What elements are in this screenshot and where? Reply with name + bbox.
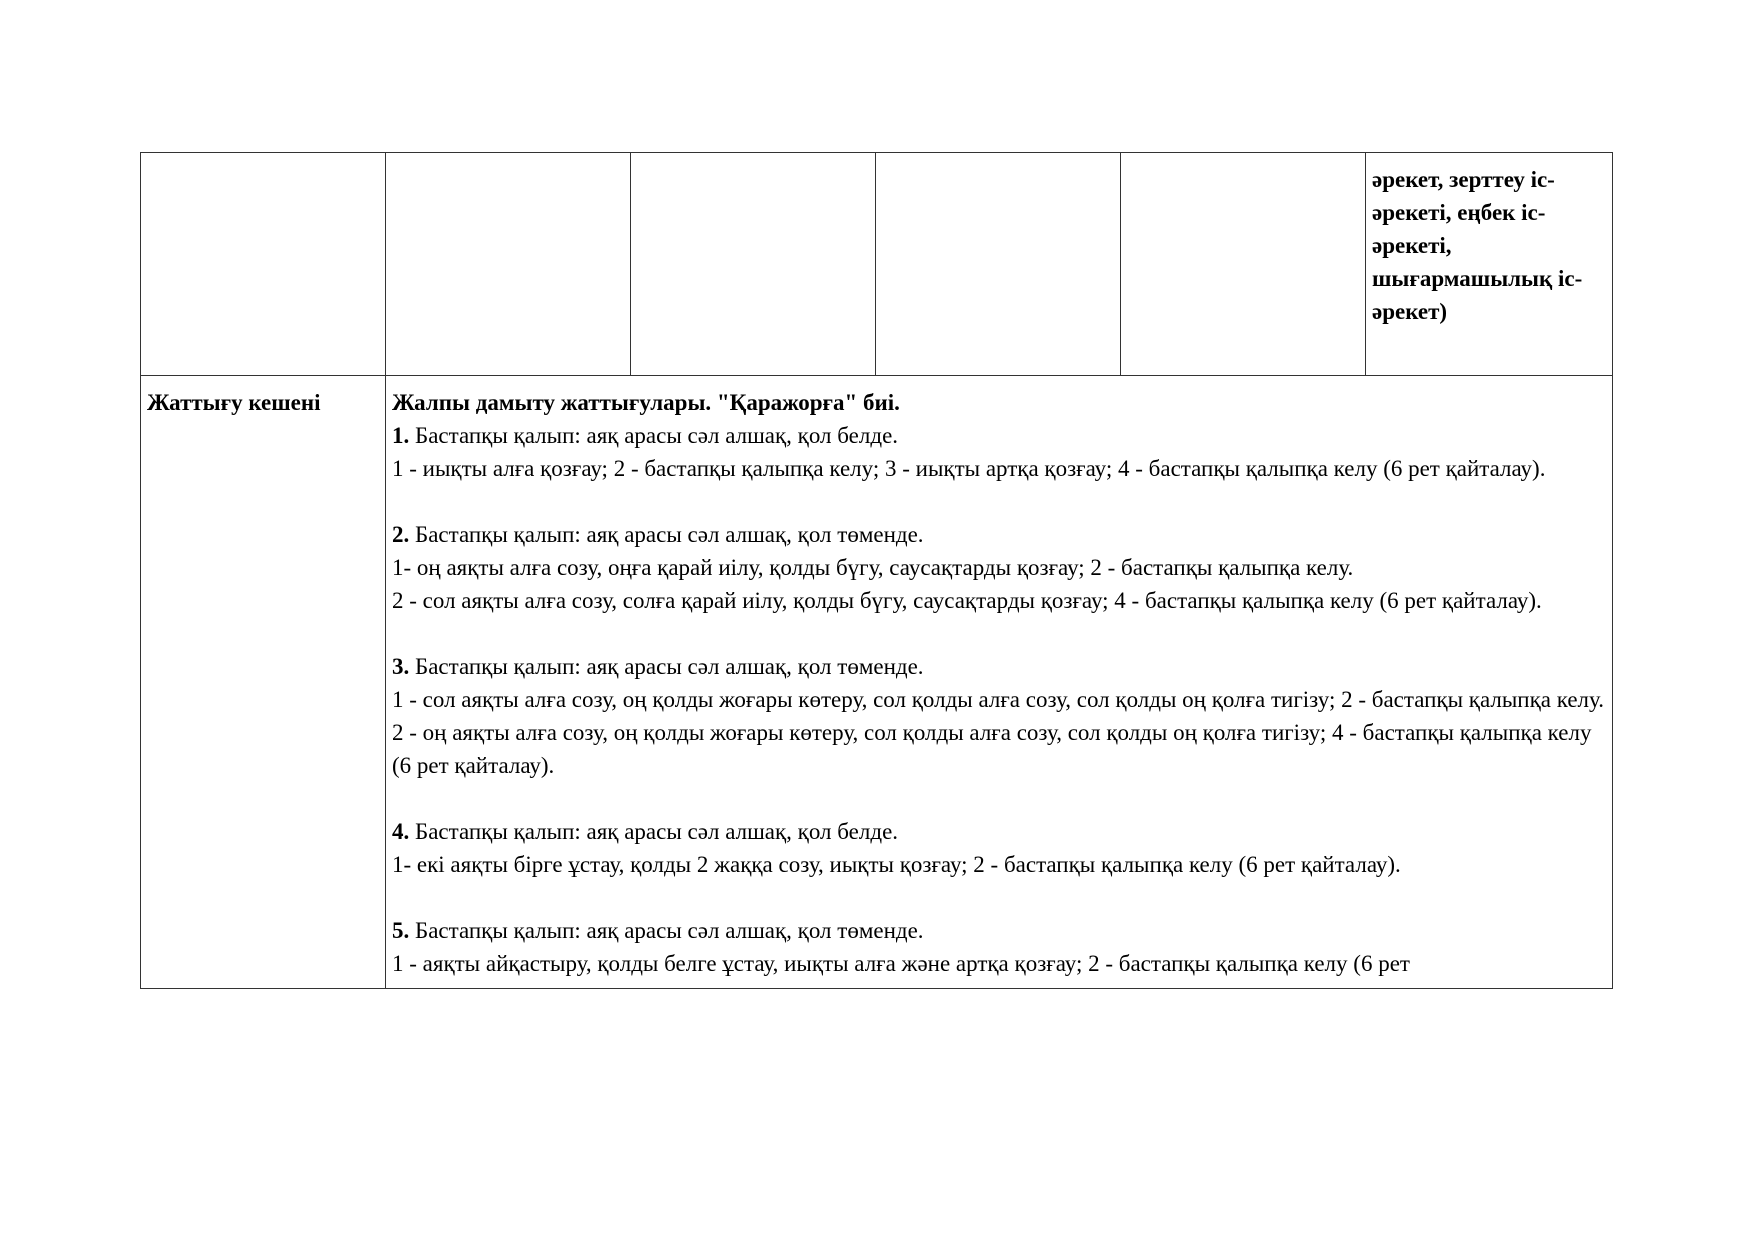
exercise-number: 1. [392,423,410,448]
exercise-start: 3. Бастапқы қалып: аяқ арасы сәл алшақ, қол төменде. [392,654,924,679]
table-cell [1121,153,1366,376]
exercise-content [386,376,1613,989]
exercise-start: 5. Бастапқы қалып: аяқ арасы сәл алшақ, қол төменде. [392,918,924,943]
exercise-line: 1- оң аяқты алға созу, оңға қарай иілу, қолды бүгу, саусақтарды қозғау; 2 - бастапқы қалыпқа келу. [392,555,1354,580]
exercise-line: 2 - сол аяқты алға созу, солға қарай иілу, қолды бүгу, саусақтарды қозғау; 4 - бастапқы қалыпқа келу (6 рет қайталау). [392,588,1542,613]
exercise-number: 3. [392,654,410,679]
row-label: Жаттығу кешені [141,376,386,989]
exercise-start: 2. Бастапқы қалып: аяқ арасы сәл алшақ, қол төменде. [392,522,924,547]
exercise-number: 2. [392,522,410,547]
table-cell [631,153,876,376]
exercise-line: 1 - аяқты айқастыру, қолды белге ұстау, иықты алға және артқа қозғау; 2 - бастапқы қалыпқа келу (6 рет [392,951,1410,976]
table-cell [386,153,631,376]
activity-types-cell: әрекет, зерттеу іс-әрекеті, еңбек іс-әрекеті, шығармашылық іс-әрекет) [1366,153,1613,376]
exercise-line: 1 - сол аяқты алға созу, оң қолды жоғары көтеру, сол қолды алға созу, сол қолды оң қолға тигізу; 2 - бастапқы қалыпқа келу. [392,687,1604,712]
table-cell [141,153,386,376]
exercise-heading: Жалпы дамыту жаттығулары. "Қаражорға" биі. [392,390,900,415]
exercise-start: 4. Бастапқы қалып: аяқ арасы сәл алшақ, қол белде. [392,819,899,844]
exercise-line: 1 - иықты алға қозғау; 2 - бастапқы қалыпқа келу; 3 - иықты артқа қозғау; 4 - бастапқы қалыпқа келу (6 рет қайталау). [392,456,1546,481]
table-row [141,376,1613,989]
exercise-line: 2 - оң аяқты алға созу, оң қолды жоғары көтеру, сол қолды алға созу, сол қолды оң қолға тигізу; 4 - бастапқы қалыпқа келу (6 рет қайталау). [392,720,1592,778]
table-cell [876,153,1121,376]
schedule-table [140,152,1613,989]
exercise-number: 5. [392,918,410,943]
exercise-start: 1. Бастапқы қалып: аяқ арасы сәл алшақ, қол белде. [392,423,899,448]
exercise-line: 1- екі аяқты бірге ұстау, қолды 2 жаққа созу, иықты қозғау; 2 - бастапқы қалыпқа келу (6 рет қайталау). [392,852,1401,877]
table-row [141,153,1613,376]
exercise-number: 4. [392,819,410,844]
